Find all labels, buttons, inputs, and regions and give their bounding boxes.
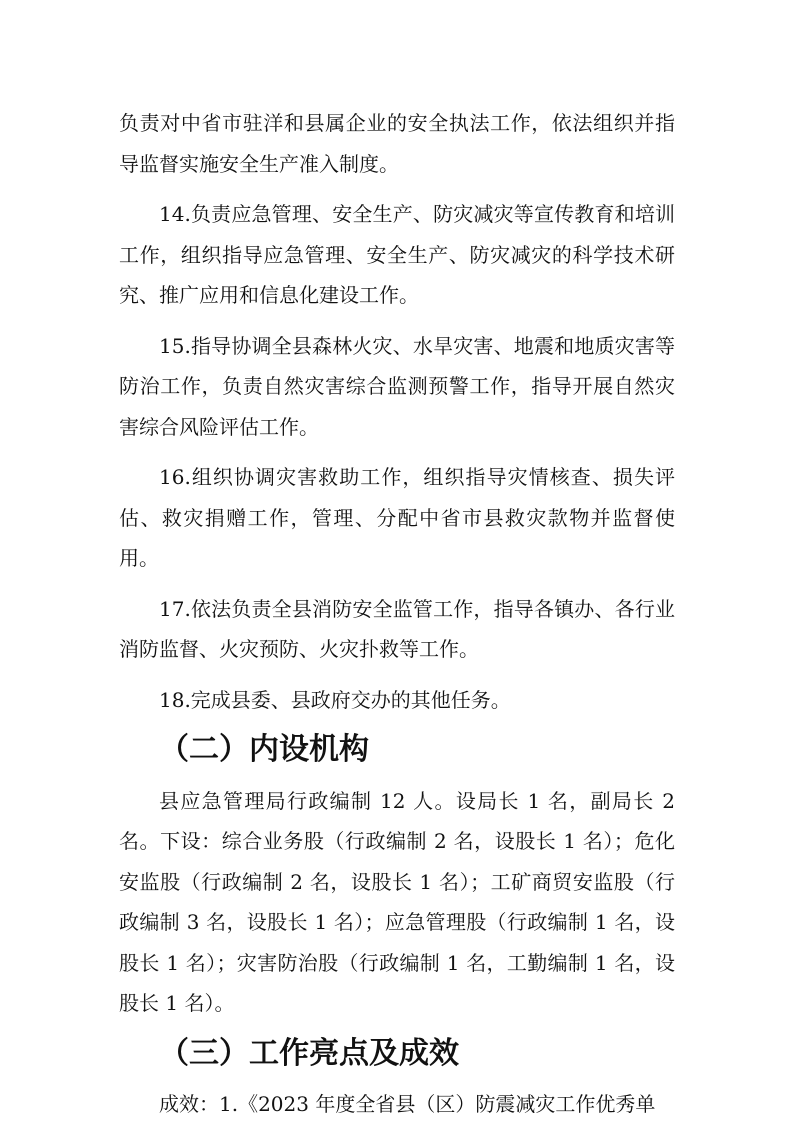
paragraph-internal-structure: 县应急管理局行政编制 12 人。设局长 1 名，副局长 2 名。下设：综合业务股（行政编制 2 名，设股长 1 名）；危化安监股（行政编制 2 名，设股长 1 名）；工矿商贸安监股（行政编制 3 名，设股长 1 名）；应急管理股（行政编制 1 名，设股长 1 名）；灾害防治股（行政编制 1 名，工勤编制 1 名，设股长 1 名）。 [119, 788, 675, 1015]
section-heading-highlights: （三）工作亮点及成效 [159, 1035, 459, 1071]
paragraph-17: 17.依法负责全县消防安全监管工作，指导各镇办、各行业消防监督、火灾预防、火灾扑救等工作。 [119, 596, 675, 661]
document-page [119, 103, 675, 1135]
paragraph-18: 18.完成县委、县政府交办的其他任务。 [159, 687, 511, 712]
section-heading-internal-structure: （二）内设机构 [159, 732, 369, 767]
paragraph-16: 16.组织协调灾害救助工作，组织指导灾情核查、损失评估、救灾捐赠工作，管理、分配中省市县救灾款物并监督使用。 [119, 465, 675, 570]
paragraph-14: 14.负责应急管理、安全生产、防灾减灾等宣传教育和培训工作，组织指导应急管理、安全生产、防灾减灾的科学技术研究、推广应用和信息化建设工作。 [119, 202, 675, 307]
paragraph-13-continued: 负责对中省市驻洋和县属企业的安全执法工作，依法组织并指导监督实施安全生产准入制度。 [119, 111, 675, 176]
paragraph-highlights: 成效：1.《2023 年度全省县（区）防震减灾工作优秀单 [159, 1092, 656, 1116]
paragraph-15: 15.指导协调全县森林火灾、水旱灾害、地震和地质灾害等防治工作，负责自然灾害综合监测预警工作，指导开展自然灾害综合风险评估工作。 [119, 333, 675, 439]
